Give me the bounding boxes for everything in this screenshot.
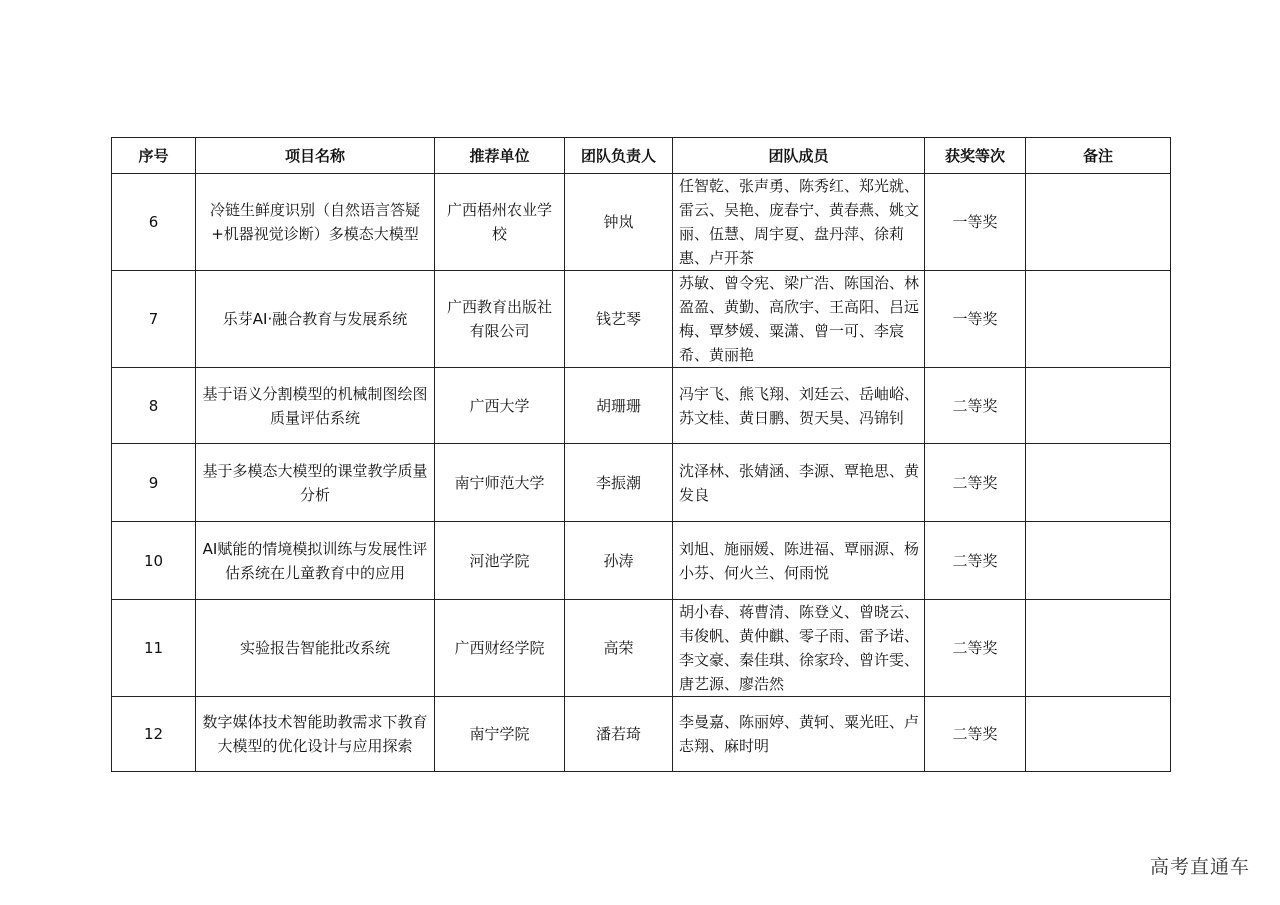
cell-note	[1026, 600, 1171, 697]
cell-no: 12	[112, 697, 196, 772]
table-row	[112, 174, 1171, 271]
cell-leader: 孙涛	[565, 522, 673, 600]
cell-members: 胡小春、蒋曹清、陈登义、曾晓云、韦俊帆、黄仲麒、零子雨、雷予诺、李文豪、秦佳琪、徐家玲、曾许雯、唐艺源、廖浩然	[673, 600, 925, 697]
cell-unit: 南宁学院	[435, 697, 565, 772]
cell-members: 刘旭、施丽媛、陈进福、覃丽源、杨小芬、何火兰、何雨悦	[673, 522, 925, 600]
cell-note	[1026, 522, 1171, 600]
cell-award: 二等奖	[925, 444, 1026, 522]
table-row	[112, 522, 1171, 600]
cell-unit: 广西财经学院	[435, 600, 565, 697]
cell-project: 乐芽AI·融合教育与发展系统	[196, 271, 435, 368]
cell-project: 基于语义分割模型的机械制图绘图质量评估系统	[196, 368, 435, 444]
cell-leader: 钟岚	[565, 174, 673, 271]
table-row	[112, 444, 1171, 522]
cell-project: 基于多模态大模型的课堂教学质量分析	[196, 444, 435, 522]
table-row	[112, 697, 1171, 772]
cell-members: 任智乾、张声勇、陈秀红、郑光就、雷云、吴艳、庞春宁、黄春燕、姚文丽、伍慧、周宇夏、盘丹萍、徐莉惠、卢开茶	[673, 174, 925, 271]
table-header-row	[112, 138, 1171, 174]
table-row	[112, 600, 1171, 697]
cell-no: 10	[112, 522, 196, 600]
cell-note	[1026, 174, 1171, 271]
cell-unit: 广西教育出版社有限公司	[435, 271, 565, 368]
cell-award: 二等奖	[925, 522, 1026, 600]
header-project: 项目名称	[196, 138, 435, 174]
cell-members: 李曼嘉、陈丽婷、黄轲、粟光旺、卢志翔、麻时明	[673, 697, 925, 772]
cell-leader: 潘若琦	[565, 697, 673, 772]
cell-project: 实验报告智能批改系统	[196, 600, 435, 697]
cell-project: 数字媒体技术智能助教需求下教育大模型的优化设计与应用探索	[196, 697, 435, 772]
cell-no: 8	[112, 368, 196, 444]
cell-leader: 高荣	[565, 600, 673, 697]
cell-members: 苏敏、曾令宪、梁广浩、陈国治、林盈盈、黄勤、高欣宇、王高阳、吕远梅、覃梦媛、粟潇、曾一可、李宸希、黄丽艳	[673, 271, 925, 368]
cell-award: 二等奖	[925, 697, 1026, 772]
cell-award: 一等奖	[925, 174, 1026, 271]
cell-unit: 广西梧州农业学校	[435, 174, 565, 271]
cell-note	[1026, 271, 1171, 368]
cell-leader: 钱艺琴	[565, 271, 673, 368]
table-row	[112, 368, 1171, 444]
cell-unit: 河池学院	[435, 522, 565, 600]
awards-table	[111, 137, 1171, 772]
cell-leader: 李振潮	[565, 444, 673, 522]
table-row	[112, 271, 1171, 368]
header-members: 团队成员	[673, 138, 925, 174]
cell-no: 9	[112, 444, 196, 522]
cell-award: 二等奖	[925, 600, 1026, 697]
cell-members: 沈泽林、张婧涵、李源、覃艳思、黄发良	[673, 444, 925, 522]
header-award: 获奖等次	[925, 138, 1026, 174]
cell-unit: 南宁师范大学	[435, 444, 565, 522]
cell-award: 二等奖	[925, 368, 1026, 444]
cell-project: AI赋能的情境模拟训练与发展性评估系统在儿童教育中的应用	[196, 522, 435, 600]
cell-unit: 广西大学	[435, 368, 565, 444]
cell-note	[1026, 444, 1171, 522]
cell-leader: 胡珊珊	[565, 368, 673, 444]
header-leader: 团队负责人	[565, 138, 673, 174]
header-note: 备注	[1026, 138, 1171, 174]
header-no: 序号	[112, 138, 196, 174]
cell-project: 冷链生鲜度识别（自然语言答疑+机器视觉诊断）多模态大模型	[196, 174, 435, 271]
cell-no: 11	[112, 600, 196, 697]
watermark-text: 高考直通车	[1149, 856, 1250, 878]
cell-no: 6	[112, 174, 196, 271]
cell-note	[1026, 368, 1171, 444]
cell-no: 7	[112, 271, 196, 368]
cell-members: 冯宇飞、熊飞翔、刘廷云、岳岫峪、苏文桂、黄日鹏、贺天昊、冯锦钊	[673, 368, 925, 444]
cell-note	[1026, 697, 1171, 772]
header-unit: 推荐单位	[435, 138, 565, 174]
cell-award: 一等奖	[925, 271, 1026, 368]
